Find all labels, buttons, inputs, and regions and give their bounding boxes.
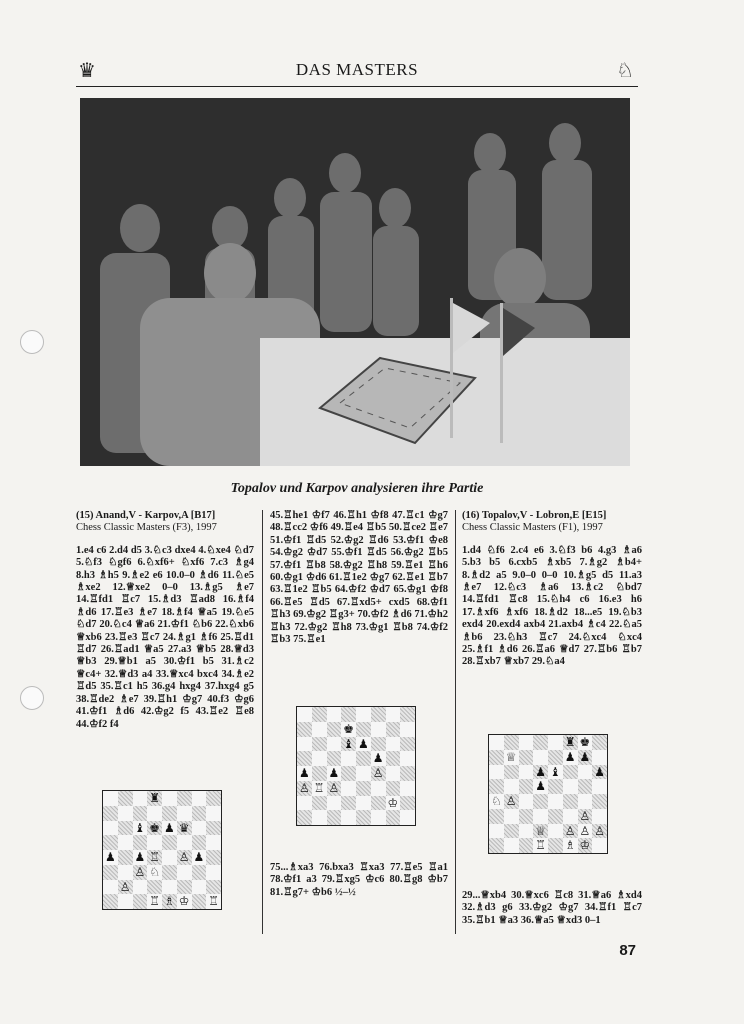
board-square (297, 737, 312, 752)
board-square (400, 751, 415, 766)
board-square (371, 810, 386, 825)
board-square (297, 751, 312, 766)
chess-piece: ♔ (579, 838, 591, 853)
chess-piece: ♟ (163, 820, 175, 835)
board-square (133, 806, 148, 821)
chess-piece: ♖ (149, 850, 160, 864)
game-heading: (15) Anand,V - Karpov,A [B17] (76, 510, 216, 521)
board-square (297, 810, 312, 825)
board-square (371, 781, 386, 796)
board-square (371, 722, 386, 737)
chess-piece: ♟ (564, 749, 576, 764)
board-square (177, 835, 192, 850)
board-square (489, 809, 504, 824)
board-square (400, 737, 415, 752)
board-square (103, 821, 118, 836)
board-square (371, 737, 386, 752)
board-square (118, 806, 133, 821)
chess-piece: ♟ (328, 766, 340, 780)
board-square (147, 806, 162, 821)
board-square (400, 722, 415, 737)
chess-piece: ♖ (313, 780, 325, 795)
board-square (386, 751, 401, 766)
chess-piece: ♟ (193, 850, 205, 864)
board-square (147, 880, 162, 895)
chess-piece: ♙ (579, 808, 591, 823)
game-column-3 (462, 510, 642, 926)
board-square (192, 806, 207, 821)
board-square (489, 750, 504, 765)
board-square (519, 735, 534, 750)
board-square (341, 796, 356, 811)
chess-piece: ♙ (564, 823, 576, 838)
board-square (592, 809, 607, 824)
board-square (400, 796, 415, 811)
board-square (103, 835, 118, 850)
chess-piece: ♖ (149, 894, 160, 909)
board-square (118, 865, 133, 880)
board-square (489, 779, 504, 794)
board-square (519, 838, 534, 853)
chess-piece: ♙ (328, 780, 340, 795)
binder-hole-bottom (20, 686, 44, 710)
photo-caption: Topalov und Karpov analysieren ihre Partie (230, 481, 484, 496)
board-square (533, 809, 548, 824)
board-square (177, 806, 192, 821)
board-square (548, 809, 563, 824)
board-square (327, 810, 342, 825)
board-square (356, 810, 371, 825)
board-square (578, 779, 593, 794)
board-square (548, 838, 563, 853)
board-square (592, 779, 607, 794)
board-square (371, 796, 386, 811)
board-square (327, 737, 342, 752)
chess-piece: ♟ (357, 736, 369, 751)
game-moves: 1.e4 c6 2.d4 d5 3.♘c3 dxe4 4.♘xe4 ♘d7 5.♘f3 ♘gf6 6.♘xf6+ ♘xf6 7.c3 ♗g4 8.h3 ♗h5 9.♗e2 e6 10.0–0 ♗d6 11.♘e5 ♗xe2 12.♕xe2 0–0 13.♗g5 ♗e7 14.♖fd1 ♖c7 15.♗d3 ♖ad8 16.♗f4 ♗d6 17.♖e3 ♗e7 18.♗f4 ♕a5 19.♘e5 ♘d7 20.♘c4 ♕a6 21.♔f1 ♘b6 22.♘xb6 ♕xb6 23.♖e3 ♖c7 24.♗g1 ♗f6 25.♖d1 ♖d7 26.♖ad1 ♕a5 27.a3 ♕b5 28.♕d3 ♕b3 29.♕b1 a5 30.♔f1 b5 31.♗c2 ♕c4+ 32.♕d3 a4 33.♕xc4 bxc4 34.♗e2 ♖d5 35.♖c1 h5 36.g4 hxg4 37.hxg4 g5 38.♖de2 ♗e7 39.♖h1 ♔g7 40.f3 ♔g6 41.♔f1 ♗d6 42.♔g2 f5 43.♖e2 ♖e8 44.♔f2 f4 (76, 544, 254, 730)
board-square (312, 751, 327, 766)
chess-piece: ♚ (579, 735, 591, 749)
chess-piece: ♔ (178, 894, 190, 909)
chess-piece: ♜ (564, 735, 576, 749)
chess-piece: ♟ (298, 766, 310, 780)
board-square (297, 796, 312, 811)
board-square (578, 765, 593, 780)
board-square (133, 835, 148, 850)
board-square (519, 794, 534, 809)
game-column-2 (270, 510, 448, 898)
knight-icon: ♘ (616, 60, 634, 82)
photo (80, 98, 630, 466)
chess-piece: ♟ (535, 764, 546, 779)
board-square (489, 765, 504, 780)
board-square (341, 810, 356, 825)
board-square (118, 835, 133, 850)
board-square (192, 835, 207, 850)
board-square (386, 722, 401, 737)
chess-piece: ♟ (594, 764, 605, 779)
board-square (118, 791, 133, 806)
chess-diagram-2 (296, 706, 416, 826)
board-square (386, 810, 401, 825)
board-square (400, 781, 415, 796)
board-square (548, 750, 563, 765)
board-square (327, 751, 342, 766)
board-square (177, 880, 192, 895)
board-square (206, 791, 221, 806)
board-square (162, 850, 177, 865)
board-square (519, 824, 534, 839)
chess-piece: ♙ (178, 850, 190, 864)
chess-piece: ♕ (535, 823, 546, 838)
board-square (192, 821, 207, 836)
chess-diagram-1 (102, 790, 222, 910)
board-square (327, 722, 342, 737)
board-square (192, 791, 207, 806)
chess-piece: ♗ (163, 894, 175, 909)
header-rule-bottom (76, 86, 638, 87)
running-title: DAS MASTERS (295, 60, 419, 79)
board-square (312, 810, 327, 825)
board-square (356, 781, 371, 796)
board-square (133, 880, 148, 895)
game-moves-final: 75...♗xa3 76.bxa3 ♖xa3 77.♖e5 ♖a1 78.♔f1 a3 79.♖xg5 ♔c6 80.♖g8 ♔b7 81.♖g7+ ♔b6 ½–½ (270, 862, 448, 898)
board-square (162, 880, 177, 895)
board-square (578, 794, 593, 809)
chess-piece: ♟ (104, 850, 116, 864)
board-square (103, 894, 118, 909)
board-square (386, 781, 401, 796)
chess-piece: ♘ (149, 864, 160, 879)
board-square (206, 865, 221, 880)
game-moves: 1.d4 ♘f6 2.c4 e6 3.♘f3 b6 4.g3 ♗a6 5.b3 b5 6.cxb5 ♗xb5 7.♗g2 ♗b4+ 8.♗d2 a5 9.0–0 0–0 10.♗g5 d5 11.a3 ♗e7 12.♘c3 ♗a6 13.♗c2 ♘bd7 14.♖fd1 ♖c8 15.♘h4 c6 16.e3 h6 17.♗xf6 ♗xf6 18.♗d2 18...e5 19.♘b3 exd4 20.exd4 axb4 21.axb4 ♗c4 22.♘a5 ♗b6 23.♘h3 ♖c7 24.♘xc4 ♘xc4 25.♗f1 ♗d6 26.♖a6 ♕d7 27.♖b6 ♖b7 28.♖xb7 ♕xb7 29.♘a4 (462, 544, 642, 668)
page-number: 87 (619, 942, 636, 959)
board-square (206, 806, 221, 821)
board-square (312, 737, 327, 752)
board-square (356, 796, 371, 811)
board-square (504, 765, 519, 780)
board-square (162, 806, 177, 821)
chess-piece: ♛ (178, 820, 190, 835)
board-square (206, 821, 221, 836)
board-square (103, 880, 118, 895)
chess-piece: ♘ (490, 794, 502, 808)
board-square (297, 707, 312, 722)
running-header (76, 60, 638, 84)
board-square (327, 796, 342, 811)
board-square (592, 750, 607, 765)
chess-piece: ♝ (549, 764, 561, 779)
board-square (400, 707, 415, 722)
board-square (192, 865, 207, 880)
chess-piece: ♙ (579, 823, 591, 838)
chess-piece: ♜ (149, 791, 160, 805)
board-square (312, 796, 327, 811)
board-square (504, 779, 519, 794)
board-square (327, 707, 342, 722)
chess-piece: ♕ (505, 749, 517, 764)
photo-illustration (80, 98, 630, 466)
chess-piece: ♝ (134, 820, 146, 835)
chess-piece: ♟ (134, 850, 146, 864)
binder-hole-top (20, 330, 44, 354)
board-square (206, 880, 221, 895)
board-square (206, 850, 221, 865)
board-square (489, 824, 504, 839)
board-square (133, 791, 148, 806)
board-square (356, 722, 371, 737)
chess-piece: ♔ (387, 795, 399, 810)
board-square (103, 791, 118, 806)
board-square (177, 791, 192, 806)
board-square (592, 794, 607, 809)
game-heading: (16) Topalov,V - Lobron,E [E15] (462, 510, 607, 521)
game-moves-final: 29...♕xb4 30.♕xc6 ♖c8 31.♕a6 ♗xd4 32.♗d3 g6 33.♔g2 ♔g7 34.♖f1 ♖c7 35.♖b1 ♕a3 36.♕a5 ♕xd3 0–1 (462, 890, 642, 926)
board-square (162, 835, 177, 850)
board-square (386, 707, 401, 722)
game-event: Chess Classic Masters (F3), 1997 (76, 522, 217, 534)
board-square (548, 824, 563, 839)
board-square (533, 750, 548, 765)
board-square (563, 765, 578, 780)
column-divider-2 (455, 510, 456, 934)
board-square (386, 766, 401, 781)
board-square (519, 750, 534, 765)
chess-piece: ♙ (372, 766, 384, 780)
chess-piece: ♙ (298, 780, 310, 795)
chess-piece: ♟ (579, 749, 591, 764)
board-square (386, 737, 401, 752)
chess-piece: ♙ (119, 879, 131, 894)
board-square (504, 824, 519, 839)
board-square (341, 707, 356, 722)
board-square (312, 707, 327, 722)
board-square (400, 810, 415, 825)
board-square (489, 838, 504, 853)
board-square (206, 835, 221, 850)
board-square (312, 722, 327, 737)
chess-piece: ♟ (535, 779, 546, 794)
board-square (147, 835, 162, 850)
chess-piece: ♝ (343, 736, 354, 751)
chess-piece: ♖ (535, 838, 546, 853)
board-square (504, 735, 519, 750)
chess-diagram-3 (488, 734, 608, 854)
board-square (371, 707, 386, 722)
board-square (103, 806, 118, 821)
board-square (563, 779, 578, 794)
board-square (489, 735, 504, 750)
chess-piece: ♚ (343, 721, 354, 736)
board-square (103, 865, 118, 880)
board-square (177, 865, 192, 880)
board-square (356, 751, 371, 766)
board-square (341, 781, 356, 796)
board-square (592, 735, 607, 750)
board-square (548, 794, 563, 809)
board-square (592, 838, 607, 853)
board-square (356, 707, 371, 722)
column-divider-1 (262, 510, 263, 934)
board-square (504, 838, 519, 853)
board-square (519, 779, 534, 794)
queen-icon: ♛ (78, 60, 96, 82)
board-square (519, 809, 534, 824)
board-square (133, 894, 148, 909)
board-square (341, 751, 356, 766)
board-square (563, 794, 578, 809)
board-square (356, 766, 371, 781)
board-square (563, 809, 578, 824)
board-square (341, 766, 356, 781)
board-square (312, 766, 327, 781)
game-column-1 (76, 510, 254, 731)
board-square (504, 809, 519, 824)
board-square (118, 850, 133, 865)
board-square (400, 766, 415, 781)
board-square (548, 779, 563, 794)
board-square (192, 880, 207, 895)
chess-piece: ♚ (149, 820, 160, 835)
board-square (118, 894, 133, 909)
game-moves-continued: 45.♖he1 ♔f7 46.♖h1 ♔f8 47.♖c1 ♔g7 48.♖cc2 ♔f6 49.♖e4 ♖b5 50.♖ce2 ♖e7 51.♔f1 ♖d5 52.♔g2 ♖d6 53.♔f1 ♔e8 54.♔g2 ♔d7 55.♔f1 ♖d5 56.♔g2 ♖b5 57.♔f1 ♖b8 58.♔g2 ♖h8 59.♖e1 ♖h6 60.♔g1 ♔d6 61.♖1e2 ♔g7 62.♖e1 ♖b7 63.♖1e2 ♖b5 64.♔f2 ♔d7 65.♔g1 ♔f8 66.♖e5 ♖d5 67.♖xd5+ cxd5 68.♔f1 ♖h3 69.♔g2 ♖g3+ 70.♔f2 ♗d6 71.♔h2 ♖h3 72.♔g2 ♖h8 73.♔g1 ♖b8 74.♔f2 ♖b3 75.♖e1 (270, 510, 448, 646)
board-square (533, 735, 548, 750)
game-event: Chess Classic Masters (F1), 1997 (462, 522, 603, 534)
chess-piece: ♖ (208, 894, 219, 909)
board-square (519, 765, 534, 780)
board-square (533, 794, 548, 809)
board-square (548, 735, 563, 750)
board-square (297, 722, 312, 737)
board-square (162, 865, 177, 880)
chess-piece: ♙ (134, 864, 146, 879)
chess-piece: ♙ (594, 823, 605, 838)
chess-piece: ♗ (564, 838, 576, 853)
chess-piece: ♟ (372, 751, 384, 766)
board-square (162, 791, 177, 806)
board-square (192, 894, 207, 909)
board-square (118, 821, 133, 836)
chess-piece: ♙ (505, 794, 517, 808)
